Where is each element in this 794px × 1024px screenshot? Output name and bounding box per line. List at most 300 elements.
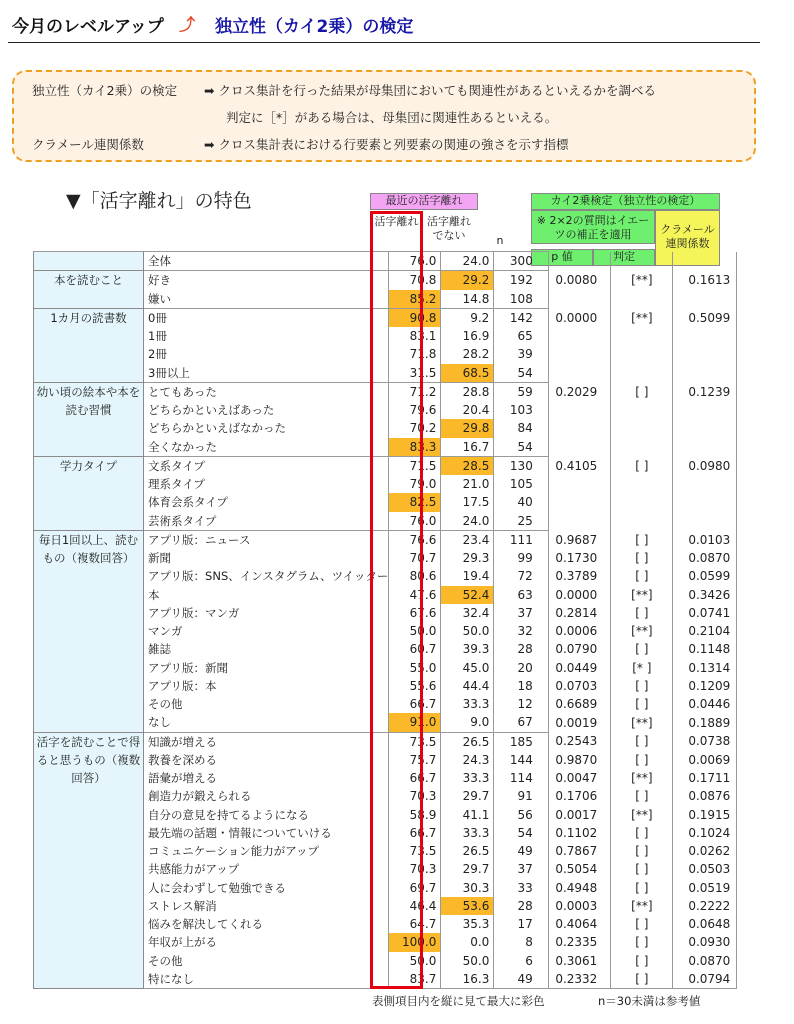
judgement: [ ] [611, 677, 673, 695]
row-label: 雑誌 [148, 642, 171, 657]
row-label: 知識が増える [144, 732, 389, 751]
value-away: 82.5 [389, 493, 441, 511]
category-label: 1カ月の読書数 [34, 308, 144, 382]
judgement: [ ] [611, 842, 673, 860]
value-not-away: 29.7 [441, 787, 494, 805]
value-away: 73.5 [389, 732, 441, 751]
judgement: [ ] [611, 824, 673, 842]
spacer [537, 567, 549, 585]
p-value [549, 493, 611, 511]
value-not-away: 16.9 [441, 327, 494, 345]
spacer [537, 952, 549, 970]
judgement: [ ] [611, 695, 673, 713]
sample-size: 99 [517, 551, 533, 566]
sample-size: 6 [525, 953, 533, 968]
recent-away-highlight-frame [370, 211, 423, 989]
cramer-coefficient: 0.0930 [673, 933, 737, 951]
value-away: 70.8 [389, 271, 441, 290]
row-label: 語彙が増える [148, 771, 217, 786]
row-label: 1冊 [148, 329, 167, 344]
not-away-header: 活字離れでない [427, 215, 471, 242]
cramer-coefficient: 0.2104 [673, 622, 737, 640]
judgement: [**] [611, 308, 673, 327]
cramer-coefficient: 0.1239 [673, 382, 737, 401]
judgement: [ ] [611, 732, 673, 751]
value-not-away: 26.5 [441, 732, 494, 751]
judgement: [ ] [611, 970, 673, 989]
spacer [537, 824, 549, 842]
spacer [537, 364, 549, 383]
row-label: その他 [148, 697, 183, 712]
page-title: 独立性（カイ2乗）の検定 [215, 17, 414, 37]
spacer [537, 290, 549, 309]
p-value: 0.6689 [549, 695, 611, 713]
value-not-away: 24.0 [441, 252, 494, 271]
value-away: 76.0 [389, 252, 441, 271]
value-not-away: 50.0 [441, 622, 494, 640]
value-away: 71.8 [389, 345, 441, 363]
spacer [537, 732, 549, 751]
row-label: アプリ版：マンガ [148, 605, 240, 620]
note-desc-chi-square: ➡ クロス集計を行った結果が母集団においても関連性があるといえるかを調べる [204, 83, 656, 98]
sample-size: 12 [517, 697, 533, 712]
p-value: 0.4064 [549, 915, 611, 933]
value-away: 70.2 [389, 419, 441, 437]
p-value [549, 290, 611, 309]
p-value [549, 475, 611, 493]
row-label: どちらかといえばなかった [148, 421, 286, 436]
note-term-chi-square: 独立性（カイ2乗）の検定 [32, 83, 178, 98]
cramer-coefficient: 0.1148 [673, 640, 737, 658]
sample-size: 105 [509, 477, 533, 492]
judgement [611, 512, 673, 531]
cramer-coefficient: 0.0446 [673, 695, 737, 713]
cramer-coefficient: 0.0738 [673, 732, 737, 751]
spacer [537, 640, 549, 658]
p-value [549, 327, 611, 345]
row-label: 自分の意見を持てるようになる [148, 807, 309, 822]
value-away: 79.6 [389, 401, 441, 419]
sample-size: 40 [517, 495, 533, 510]
judgement: [ ] [611, 640, 673, 658]
row-label: 教養を深める [148, 752, 217, 767]
value-away: 67.6 [389, 604, 441, 622]
value-away: 90.8 [389, 308, 441, 327]
page-header [8, 12, 760, 43]
spacer [537, 695, 549, 713]
spacer [537, 659, 549, 677]
cramer-coefficient: 0.1915 [673, 806, 737, 824]
category-label: 本を読むこと [34, 271, 144, 309]
value-not-away: 19.4 [441, 567, 494, 585]
spacer [537, 933, 549, 951]
sample-size: 130 [494, 456, 537, 475]
spacer [537, 677, 549, 695]
row-label: 新聞 [148, 551, 171, 566]
row-label: コミュニケーション能力がアップ [148, 844, 320, 859]
value-not-away: 29.7 [441, 860, 494, 878]
p-value: 0.0000 [549, 586, 611, 604]
spacer [537, 419, 549, 437]
note-desc-cramer: ➡ クロス集計表における行要素と列要素の関連の強さを示す指標 [204, 137, 569, 152]
judgement: [**] [611, 713, 673, 732]
cramer-coefficient: 0.1209 [673, 677, 737, 695]
judgement [611, 401, 673, 419]
row-label: アプリ版：本 [148, 678, 217, 693]
row-label: 共感能力がアップ [148, 862, 240, 877]
spacer [537, 382, 549, 401]
value-not-away: 35.3 [441, 915, 494, 933]
row-label: なし [148, 715, 171, 730]
note-term-cramer: クラメール連関係数 [32, 137, 144, 152]
p-value: 0.9870 [549, 751, 611, 769]
row-label: 特になし [144, 970, 389, 989]
cramer-coefficient [673, 401, 737, 419]
value-away: 64.7 [389, 915, 441, 933]
cramer-coefficient [673, 345, 737, 363]
row-label: 本 [148, 587, 160, 602]
value-away: 83.7 [389, 970, 441, 989]
cramer-coefficient [673, 493, 737, 511]
p-value: 0.0003 [549, 897, 611, 915]
spacer [537, 252, 549, 271]
cramer-coefficient: 0.0519 [673, 879, 737, 897]
value-not-away: 68.5 [441, 364, 494, 383]
judgement: [ ] [611, 952, 673, 970]
row-label: どちらかといえばあった [148, 403, 275, 418]
value-not-away: 26.5 [441, 842, 494, 860]
row-label: 嫌い [148, 291, 171, 306]
value-away: 91.0 [389, 713, 441, 732]
p-value: 0.0019 [549, 713, 611, 732]
value-away: 46.4 [389, 897, 441, 915]
cramer-coefficient: 0.1024 [673, 824, 737, 842]
judgement: [**] [611, 271, 673, 290]
row-label: 3冊以上 [148, 365, 190, 380]
away-header: 活字離れ [374, 215, 419, 228]
category-label [34, 252, 144, 271]
sample-size: 54 [517, 365, 533, 380]
value-not-away: 32.4 [441, 604, 494, 622]
sample-size: 8 [525, 935, 533, 950]
cramer-coefficient: 0.0503 [673, 860, 737, 878]
row-label: 悩みを解決してくれる [148, 917, 263, 932]
sample-size: 59 [494, 382, 537, 401]
judgement: [ ] [611, 549, 673, 567]
sample-size: 28 [517, 898, 533, 913]
sample-size: 56 [517, 807, 533, 822]
category-label: 幼い頃の絵本や本を読む習慣 [34, 382, 144, 456]
spacer [537, 751, 549, 769]
value-away: 83.1 [389, 327, 441, 345]
p-value: 0.1730 [549, 549, 611, 567]
spacer [537, 308, 549, 327]
value-away: 50.0 [389, 952, 441, 970]
sample-size: 54 [517, 825, 533, 840]
value-not-away: 14.8 [441, 290, 494, 309]
value-not-away: 39.3 [441, 640, 494, 658]
p-value: 0.2814 [549, 604, 611, 622]
cramer-coefficient [673, 419, 737, 437]
sample-size: 65 [517, 329, 533, 344]
value-away: 76.6 [389, 530, 441, 549]
spacer [537, 549, 549, 567]
judgement: [**] [611, 622, 673, 640]
value-not-away: 9.2 [441, 308, 494, 327]
value-away: 55.0 [389, 659, 441, 677]
judgement [611, 290, 673, 309]
value-not-away: 45.0 [441, 659, 494, 677]
value-not-away: 21.0 [441, 475, 494, 493]
value-away: 71.2 [389, 382, 441, 401]
cramer-coefficient [673, 327, 737, 345]
judgement-header: 判定 [593, 249, 655, 266]
value-away: 66.7 [389, 769, 441, 787]
value-away: 73.5 [389, 842, 441, 860]
p-value: 0.0017 [549, 806, 611, 824]
value-away: 58.9 [389, 806, 441, 824]
cramer-coefficient: 0.1889 [673, 713, 737, 732]
value-not-away: 44.4 [441, 677, 494, 695]
value-away: 70.7 [389, 549, 441, 567]
row-label: とてもあった [144, 382, 389, 401]
spacer [537, 475, 549, 493]
cramer-coefficient: 0.0648 [673, 915, 737, 933]
sample-size: 144 [509, 752, 533, 767]
cramer-coefficient: 0.0069 [673, 751, 737, 769]
value-away: 71.5 [389, 456, 441, 475]
cramer-header: クラメール連関係数 [655, 210, 720, 266]
judgement: [ ] [611, 567, 673, 585]
row-label: 人に会わずして勉強できる [148, 880, 286, 895]
spacer [537, 806, 549, 824]
value-away: 66.7 [389, 824, 441, 842]
cramer-coefficient: 0.1711 [673, 769, 737, 787]
cramer-coefficient: 0.0103 [673, 530, 737, 549]
row-label: ストレス解消 [148, 898, 217, 913]
recent-group-header: 最近の活字離れ [370, 193, 478, 210]
sample-size: 37 [517, 605, 533, 620]
sample-size: 32 [517, 624, 533, 639]
row-label: 好き [144, 271, 389, 290]
chi-group-header: カイ2乗検定（独立性の検定） [531, 193, 720, 210]
cramer-coefficient: 0.1314 [673, 659, 737, 677]
spacer [537, 327, 549, 345]
value-away: 83.3 [389, 438, 441, 457]
spacer [537, 769, 549, 787]
sample-size: 63 [517, 587, 533, 602]
value-not-away: 24.0 [441, 512, 494, 531]
value-not-away: 28.2 [441, 345, 494, 363]
value-not-away: 29.2 [441, 271, 494, 290]
judgement [611, 345, 673, 363]
row-label: 年収が上がる [148, 935, 217, 950]
sample-size-note: n＝30未満は参考値 [598, 994, 701, 1008]
sample-size: 20 [517, 660, 533, 675]
value-away: 47.6 [389, 586, 441, 604]
cramer-coefficient: 0.5099 [673, 308, 737, 327]
sample-size: 111 [494, 530, 537, 549]
value-not-away: 20.4 [441, 401, 494, 419]
judgement: [ ] [611, 915, 673, 933]
value-away: 100.0 [389, 933, 441, 951]
spacer [537, 438, 549, 457]
spacer [537, 512, 549, 531]
row-label: 全体 [144, 252, 389, 271]
judgement: [* ] [611, 659, 673, 677]
value-away: 66.7 [389, 695, 441, 713]
sample-size: 54 [517, 439, 533, 454]
value-not-away: 33.3 [441, 695, 494, 713]
spacer [537, 860, 549, 878]
sample-size: 72 [517, 569, 533, 584]
value-away: 69.7 [389, 879, 441, 897]
spacer [537, 530, 549, 549]
p-value: 0.4948 [549, 879, 611, 897]
judgement [611, 493, 673, 511]
value-away: 55.6 [389, 677, 441, 695]
p-value [549, 419, 611, 437]
sample-size: 49 [494, 970, 537, 989]
judgement: [ ] [611, 879, 673, 897]
sample-size: 192 [494, 271, 537, 290]
judgement: [ ] [611, 604, 673, 622]
row-label: 体育会系タイプ [148, 495, 228, 510]
cramer-coefficient: 0.0794 [673, 970, 737, 989]
note-desc-judgement: 判定に［*］がある場合は、母集団に関連性あるといえる。 [226, 110, 558, 125]
yates-note-header: ※ 2×2の質問はイエーツの補正を適用 [531, 210, 655, 244]
sample-size: 103 [509, 403, 533, 418]
sample-size: 108 [509, 291, 533, 306]
p-value: 0.7867 [549, 842, 611, 860]
row-label: その他 [148, 953, 183, 968]
spacer [537, 842, 549, 860]
judgement: [ ] [611, 860, 673, 878]
definition-note-box [12, 70, 756, 162]
cramer-coefficient: 0.0741 [673, 604, 737, 622]
value-not-away: 41.1 [441, 806, 494, 824]
p-value [549, 252, 611, 271]
cramer-coefficient: 0.3426 [673, 586, 737, 604]
sample-size: 67 [517, 715, 533, 730]
sample-size: 18 [517, 678, 533, 693]
p-value: 0.2335 [549, 933, 611, 951]
row-label: 理系タイプ [148, 477, 205, 492]
judgement [611, 364, 673, 383]
sample-size: 300 [494, 252, 537, 271]
cramer-coefficient [673, 290, 737, 309]
row-label: 文系タイプ [144, 456, 389, 475]
p-value: 0.9687 [549, 530, 611, 549]
value-away: 75.7 [389, 751, 441, 769]
row-label: 芸術系タイプ [148, 513, 217, 528]
sample-size: 33 [517, 880, 533, 895]
p-value: 0.0006 [549, 622, 611, 640]
sample-size: 17 [517, 917, 533, 932]
p-value-header: p 値 [531, 249, 593, 266]
cramer-coefficient: 0.2222 [673, 897, 737, 915]
p-value: 0.5054 [549, 860, 611, 878]
cramer-coefficient: 0.0870 [673, 549, 737, 567]
value-not-away: 33.3 [441, 824, 494, 842]
row-label: アプリ版：SNS、インスタグラム、ツイッター [148, 569, 389, 584]
spacer [537, 401, 549, 419]
p-value: 0.0790 [549, 640, 611, 658]
n-header: n [496, 234, 504, 247]
p-value [549, 401, 611, 419]
value-not-away: 28.5 [441, 456, 494, 475]
cramer-coefficient: 0.0262 [673, 842, 737, 860]
row-label: 全くなかった [148, 439, 217, 454]
value-away: 70.3 [389, 787, 441, 805]
value-away: 31.5 [389, 364, 441, 383]
sample-size: 142 [494, 308, 537, 327]
value-not-away: 24.3 [441, 751, 494, 769]
p-value [549, 345, 611, 363]
sample-size: 37 [517, 862, 533, 877]
spacer [537, 622, 549, 640]
sample-size: 91 [517, 789, 533, 804]
judgement: [ ] [611, 456, 673, 475]
sample-size: 185 [494, 732, 537, 751]
spacer [537, 915, 549, 933]
judgement: [ ] [611, 751, 673, 769]
p-value: 0.0703 [549, 677, 611, 695]
value-not-away: 23.4 [441, 530, 494, 549]
value-not-away: 16.7 [441, 438, 494, 457]
value-not-away: 0.0 [441, 933, 494, 951]
p-value: 0.0000 [549, 308, 611, 327]
spacer [537, 879, 549, 897]
value-not-away: 16.3 [441, 970, 494, 989]
spacer [537, 345, 549, 363]
p-value [549, 512, 611, 531]
p-value: 0.1102 [549, 824, 611, 842]
cramer-coefficient [673, 475, 737, 493]
coloring-note: 表側項目内を縦に見て最大に彩色 [372, 994, 545, 1008]
spacer [537, 713, 549, 732]
sample-size: 39 [517, 347, 533, 362]
value-away: 60.7 [389, 640, 441, 658]
section-title: ▼「活字離れ」の特色 [66, 190, 252, 212]
spacer [537, 586, 549, 604]
value-not-away: 28.8 [441, 382, 494, 401]
row-label: マンガ [148, 624, 183, 639]
judgement: [**] [611, 806, 673, 824]
value-not-away: 53.6 [441, 897, 494, 915]
p-value: 0.1706 [549, 787, 611, 805]
judgement [611, 438, 673, 457]
judgement: [**] [611, 897, 673, 915]
row-label: 0冊 [144, 308, 389, 327]
row-label: 創造力が鍛えられる [148, 789, 252, 804]
spacer [537, 493, 549, 511]
category-label: 活字を読むことで得ると思うもの（複数回答） [34, 732, 144, 989]
sample-size: 84 [517, 421, 533, 436]
sample-size: 25 [517, 513, 533, 528]
cramer-coefficient: 0.0876 [673, 787, 737, 805]
p-value: 0.2543 [549, 732, 611, 751]
up-arrow-icon: ⤴ [179, 15, 196, 34]
row-label: 2冊 [148, 347, 167, 362]
sample-size: 49 [517, 844, 533, 859]
judgement [611, 475, 673, 493]
judgement: [ ] [611, 530, 673, 549]
spacer [537, 456, 549, 475]
spacer [537, 271, 549, 290]
category-label: 毎日1回以上、読むもの（複数回答） [34, 530, 144, 732]
p-value: 0.4105 [549, 456, 611, 475]
